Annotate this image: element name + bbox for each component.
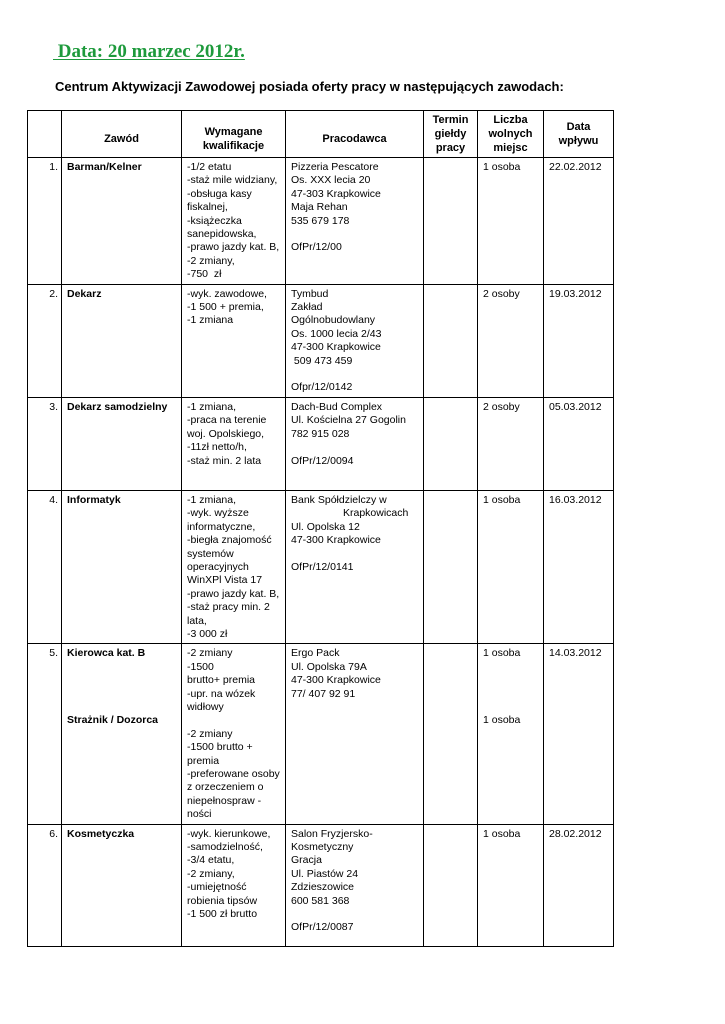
profession: Barman/Kelner	[62, 158, 182, 285]
profession-primary: Kierowca kat. B	[67, 647, 146, 660]
fair-date	[424, 397, 478, 490]
table-row	[28, 397, 614, 490]
table-row	[28, 158, 614, 285]
places-count: 1 osoba	[478, 490, 544, 643]
table-row	[28, 284, 614, 397]
fair-date	[424, 824, 478, 946]
profession	[62, 644, 182, 824]
received-date: 16.03.2012	[544, 490, 614, 643]
header-places: Liczba wolnych miejsc	[478, 111, 544, 158]
qualifications: -2 zmiany -1500 brutto+ premia -upr. na wózek widłowy -2 zmiany -1500 brutto + premia -preferowane osoby z orzeczeniem o niepełnospraw - ności	[182, 644, 286, 824]
fair-date	[424, 490, 478, 643]
employer: Bank Spółdzielczy w Krapkowicach Ul. Opolska 12 47-300 Krapkowice OfPr/12/0141	[286, 490, 424, 643]
qualifications: -wyk. kierunkowe, -samodzielność, -3/4 etatu, -2 zmiany, -umiejętność robienia tipsów -1 500 zł brutto	[182, 824, 286, 946]
received-date: 14.03.2012	[544, 644, 614, 824]
fair-date	[424, 284, 478, 397]
header-profession: Zawód	[62, 111, 182, 158]
row-number: 6.	[28, 824, 62, 946]
employer: Dach-Bud Complex Ul. Kościelna 27 Gogolin 782 915 028 OfPr/12/0094	[286, 397, 424, 490]
profession: Informatyk	[62, 490, 182, 643]
profession: Kosmetyczka	[62, 824, 182, 946]
header-fair-date: Termin giełdy pracy	[424, 111, 478, 158]
fair-date	[424, 158, 478, 285]
document-date-title: Data: 20 marzec 2012r.	[53, 41, 245, 62]
row-number: 5.	[28, 644, 62, 824]
fair-date	[424, 644, 478, 824]
qualifications: -1 zmiana, -praca na terenie woj. Opolskiego, -11zł netto/h, -staż min. 2 lata	[182, 397, 286, 490]
places-count: 1 osoba 1 osoba	[478, 644, 544, 824]
job-offers-table	[27, 110, 614, 947]
header-qualifications: Wymagane kwalifikacje	[182, 111, 286, 158]
qualifications: -1 zmiana, -wyk. wyższe informatyczne, -biegła znajomość systemów operacyjnych WinXPl Vista 17 -prawo jazdy kat. B, -staż pracy min. 2 lata, -3 000 zł	[182, 490, 286, 643]
profession: Dekarz	[62, 284, 182, 397]
employer: Ergo Pack Ul. Opolska 79A 47-300 Krapkowice 77/ 407 92 91	[286, 644, 424, 824]
qualifications: -wyk. zawodowe, -1 500 + premia, -1 zmiana	[182, 284, 286, 397]
row-number: 1.	[28, 158, 62, 285]
table-row	[28, 824, 614, 946]
places-count: 2 osoby	[478, 284, 544, 397]
places-count: 1 osoba	[478, 824, 544, 946]
employer: Salon Fryzjersko- Kosmetyczny Gracja Ul. Piastów 24 Zdzieszowice 600 581 368 OfPr/12/0087	[286, 824, 424, 946]
row-number: 4.	[28, 490, 62, 643]
places-count: 1 osoba	[478, 158, 544, 285]
header-number	[28, 111, 62, 158]
profession-secondary: Strażnik / Dozorca	[67, 714, 159, 727]
received-date: 28.02.2012	[544, 824, 614, 946]
qualifications: -1/2 etatu -staż mile widziany, -obsługa kasy fiskalnej, -książeczka sanepidowska, -prawo jazdy kat. B, -2 zmiany, -750 zł	[182, 158, 286, 285]
employer: Tymbud Zakład Ogólnobudowlany Os. 1000 lecia 2/43 47-300 Krapkowice 509 473 459 Ofpr/12/0142	[286, 284, 424, 397]
profession: Dekarz samodzielny	[62, 397, 182, 490]
employer: Pizzeria Pescatore Os. XXX lecia 20 47-303 Krapkowice Maja Rehan 535 679 178 OfPr/12/00	[286, 158, 424, 285]
places-count: 2 osoby	[478, 397, 544, 490]
table-row	[28, 490, 614, 643]
table-header-row	[28, 111, 614, 158]
row-number: 3.	[28, 397, 62, 490]
intro-text: Centrum Aktywizacji Zawodowej posiada oferty pracy w następujących zawodach:	[55, 79, 564, 94]
table-row	[28, 644, 614, 824]
header-employer: Pracodawca	[286, 111, 424, 158]
header-received-date: Data wpływu	[544, 111, 614, 158]
row-number: 2.	[28, 284, 62, 397]
received-date: 22.02.2012	[544, 158, 614, 285]
received-date: 05.03.2012	[544, 397, 614, 490]
received-date: 19.03.2012	[544, 284, 614, 397]
